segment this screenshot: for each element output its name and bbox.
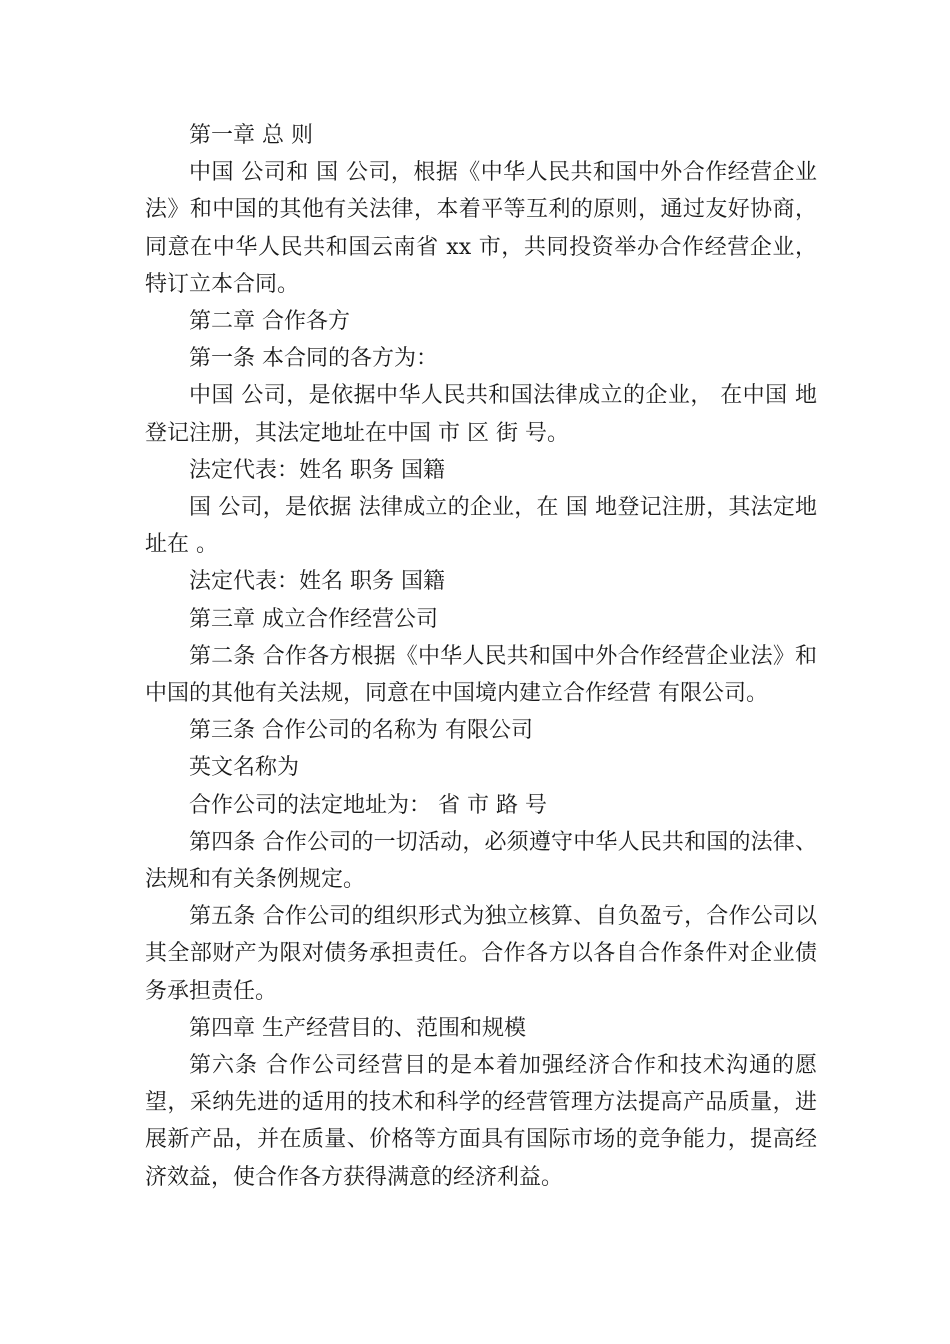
party-a-description: 中国 公司，是依据中华人民共和国法律成立的企业， 在中国 地登记注册，其法定地址在中国 市 区 街 号。 — [145, 383, 817, 446]
party-a-representative: 法定代表：姓名 职务 国籍 — [189, 457, 445, 483]
chapter-heading-3: 第三章 成立合作经营公司 — [189, 606, 438, 632]
party-b-description: 国 公司，是依据 法律成立的企业，在 国 地登记注册，其法定地址在 。 — [145, 495, 817, 558]
party-b-representative: 法定代表：姓名 职务 国籍 — [189, 569, 445, 595]
chapter-heading-4: 第四章 生产经营目的、范围和规模 — [189, 1015, 526, 1041]
preamble-paragraph: 中国 公司和 国 公司，根据《中华人民共和国中外合作经营企业法》和中国的其他有关法律，本着平等互利的原则，通过友好协商，同意在中华人民共和国云南省 xx 市，共同投资举办合作经营企业，特订立本合同。 — [145, 160, 817, 297]
article-3: 第三条 合作公司的名称为 有限公司 — [189, 718, 533, 744]
article-1: 第一条 本合同的各方为： — [189, 346, 438, 372]
english-name-line: 英文名称为 — [189, 755, 300, 781]
chapter-heading-1: 第一章 总 则 — [189, 123, 313, 148]
chapter-heading-2: 第二章 合作各方 — [189, 309, 350, 335]
article-2: 第二条 合作各方根据《中华人民共和国中外合作经营企业法》和中国的其他有关法规，同意在中国境内建立合作经营 有限公司。 — [145, 643, 817, 707]
article-5: 第五条 合作公司的组织形式为独立核算、自负盈亏，合作公司以其全部财产为限对债务承担责任。合作各方以各自合作条件对企业债务承担责任。 — [145, 904, 817, 1004]
article-6: 第六条 合作公司经营目的是本着加强经济合作和技术沟通的愿望，采纳先进的适用的技术和科学的经营管理方法提高产品质量，进展新产品，并在质量、价格等方面具有国际市场的竞争能力，提高经济效益，使合作各方获得满意的经济利益。 — [145, 1053, 817, 1190]
legal-address-line: 合作公司的法定地址为： 省 市 路 号 — [189, 792, 547, 818]
document-body — [145, 117, 817, 1196]
article-4: 第四条 合作公司的一切活动，必须遵守中华人民共和国的法律、法规和有关条例规定。 — [145, 829, 817, 893]
